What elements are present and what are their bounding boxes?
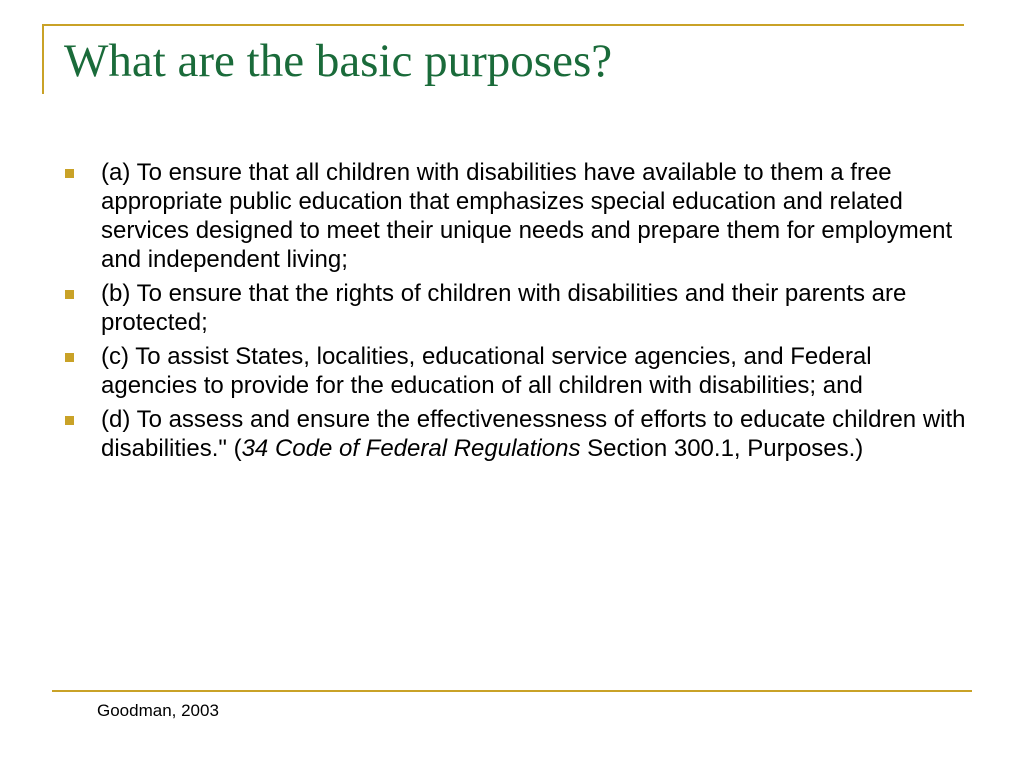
footer-citation: Goodman, 2003: [97, 701, 219, 720]
bullet-item-b: [64, 279, 974, 337]
left-divider: [42, 24, 44, 94]
bullet-list: [64, 158, 974, 468]
bullet-text: (c) To assist States, localities, educational service agencies, and Federal agencies to provide for the education of all children with disabilities; and: [101, 343, 872, 399]
bullet-text: (b) To ensure that the rights of children with disabilities and their parents are protected;: [101, 280, 907, 336]
bullet-item-d: [64, 405, 974, 463]
square-bullet-icon: [65, 290, 74, 299]
bottom-divider: [52, 690, 972, 692]
slide-title: What are the basic purposes?: [64, 35, 613, 87]
square-bullet-icon: [65, 353, 74, 362]
top-divider: [42, 24, 964, 26]
bullet-text: (a) To ensure that all children with disabilities have available to them a free appropriate public education that emphasizes special education and related services designed to meet their unique needs and prepare them for employment and independent living;: [101, 159, 953, 273]
bullet-text-end: Section 300.1, Purposes.): [580, 435, 864, 462]
bullet-text: (d) To assess and ensure the effectivenessness of efforts to educate children with disabilities." (: [101, 406, 966, 462]
bullet-item-a: [64, 158, 974, 274]
bullet-item-c: [64, 342, 974, 400]
square-bullet-icon: [65, 169, 74, 178]
square-bullet-icon: [65, 416, 74, 425]
citation-italic: 34 Code of Federal Regulations: [241, 435, 581, 462]
